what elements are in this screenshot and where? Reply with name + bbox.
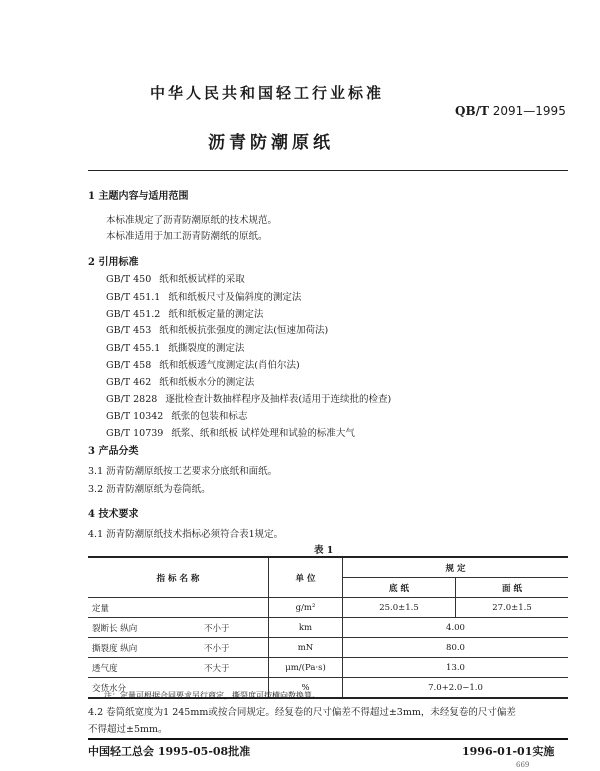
table-row (88, 638, 568, 658)
row-value-cell: 13.0 (343, 658, 569, 678)
clause-3-2: 3.2 沥青防潮原纸为卷筒纸。 (88, 484, 211, 495)
reference-item (106, 391, 391, 405)
reference-code: GB/T 451.2 (106, 309, 161, 320)
reference-item (106, 374, 254, 388)
reference-title: 纸和纸板定量的测定法 (168, 309, 264, 320)
org-title: 中华人民共和国轻工行业标准 (150, 84, 385, 102)
reference-code: GB/T 2828 (106, 394, 158, 405)
section-3-heading: 3 产品分类 (88, 446, 139, 457)
standard-code (455, 104, 566, 118)
row-name-cell: 透气度 (88, 658, 200, 678)
footer-rule (88, 738, 568, 740)
title-rule (88, 170, 568, 171)
reference-code: GB/T 455.1 (106, 343, 161, 354)
section-4-heading: 4 技术要求 (88, 509, 139, 520)
effective-date: 1996-01-01实施 (462, 745, 555, 758)
reference-title: 纸撕裂度的测定法 (168, 343, 245, 354)
row-value-cell: 80.0 (343, 638, 569, 658)
reference-code: GB/T 458 (106, 360, 152, 371)
spec-table (88, 556, 568, 699)
reference-code: GB/T 451.1 (106, 292, 161, 303)
col-unit-header: 单 位 (269, 557, 343, 598)
reference-code: GB/T 462 (106, 377, 152, 388)
row-bottom-value-cell: 25.0±1.5 (343, 598, 456, 618)
row-value-cell: 7.0+2.0−1.0 (343, 678, 569, 699)
reference-title: 纸和纸板试样的采取 (159, 274, 245, 285)
page-number: 669 (516, 761, 530, 769)
reference-title: 纸和纸板尺寸及偏斜度的测定法 (168, 292, 302, 303)
row-unit-cell: g/m² (269, 598, 343, 618)
reference-title: 纸和纸板水分的测定法 (159, 377, 255, 388)
row-cond-cell: 不大于 (200, 658, 269, 678)
reference-code: GB/T 10739 (106, 428, 164, 439)
reference-item (106, 289, 301, 303)
standard-number: 2091—1995 (492, 104, 566, 118)
row-name-cell: 裂断长 纵向 (88, 618, 200, 638)
row-cond-cell: 不小于 (200, 638, 269, 658)
standard-prefix: QB/T (455, 104, 489, 118)
reference-item (106, 408, 247, 422)
row-name-cell: 撕裂度 纵向 (88, 638, 200, 658)
row-unit-cell: km (269, 618, 343, 638)
table-header-row (88, 557, 568, 578)
reference-title: 纸和纸板抗张强度的测定法(恒速加荷法) (159, 325, 329, 336)
section-1-line-1: 本标准规定了沥青防潮原纸的技术规范。 (106, 215, 278, 226)
approval-date: 中国轻工总会 1995-05-08批准 (88, 745, 251, 758)
reference-title: 纸和纸板透气度测定法(肖伯尔法) (159, 360, 300, 371)
reference-item (106, 425, 355, 439)
reference-item (106, 322, 328, 336)
reference-title: 逐批检查计数抽样程序及抽样表(适用于连续批的检查) (165, 394, 392, 405)
row-unit-cell: μm/(Pa·s) (269, 658, 343, 678)
row-unit-cell: % (269, 678, 343, 699)
row-face-value-cell: 27.0±1.5 (456, 598, 569, 618)
reference-code: GB/T 450 (106, 274, 152, 285)
section-1-line-2: 本标准适用于加工沥青防潮纸的原纸。 (106, 231, 268, 242)
table-row (88, 618, 568, 638)
table-row (88, 598, 568, 618)
clause-4-2-line-2: 不得超过±5mm。 (88, 724, 168, 735)
section-2-heading: 2 引用标准 (88, 257, 139, 268)
row-cond-cell: 不小于 (200, 618, 269, 638)
document-title: 沥青防潮原纸 (208, 133, 334, 153)
col-index-header: 指 标 名 称 (88, 557, 269, 598)
col-bottom-header: 底 纸 (343, 578, 456, 598)
table-row (88, 658, 568, 678)
clause-4-2-line-1: 4.2 卷筒纸宽度为1 245mm或按合同规定。经复卷的尺寸偏差不得超过±3mm，未经复卷的尺寸偏差 (88, 707, 516, 718)
reference-title: 纸张的包装和标志 (171, 411, 248, 422)
section-1-heading: 1 主题内容与适用范围 (88, 191, 189, 202)
col-spec-header: 规 定 (343, 557, 569, 578)
row-cond-cell (200, 598, 269, 618)
reference-item (106, 357, 300, 371)
reference-code: GB/T 453 (106, 325, 152, 336)
col-face-header: 面 纸 (456, 578, 569, 598)
reference-title: 纸浆、纸和纸板 试样处理和试验的标准大气 (171, 428, 355, 439)
row-value-cell: 4.00 (343, 618, 569, 638)
table-note: 注：定量可根据合同要求另行商定，撕裂度可按横向数换算。 (104, 691, 320, 700)
reference-item (106, 306, 263, 320)
reference-item (106, 340, 244, 354)
reference-item (106, 271, 245, 285)
clause-3-1: 3.1 沥青防潮原纸按工艺要求分底纸和面纸。 (88, 466, 278, 477)
row-name-cell: 定量 (88, 598, 200, 618)
row-name-cell: 交货水分 (88, 678, 200, 699)
reference-code: GB/T 10342 (106, 411, 164, 422)
row-unit-cell: mN (269, 638, 343, 658)
table-caption: 表 1 (314, 545, 334, 556)
clause-4-1: 4.1 沥青防潮原纸技术指标必须符合表1规定。 (88, 529, 284, 540)
